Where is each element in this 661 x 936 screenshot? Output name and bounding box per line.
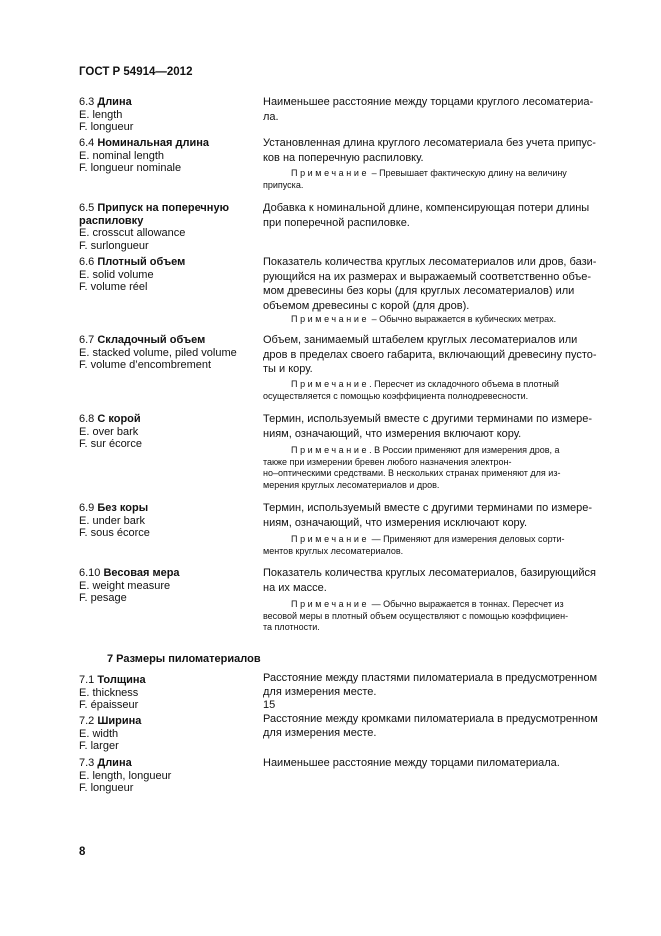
term-7-2: 7.2 Ширина E. width F. larger <box>79 715 142 752</box>
term-6-7: 6.7 Складочный объем E. stacked volume, piled volume F. volume d’encombrement <box>79 334 237 371</box>
definition-7-3: Наименьшее расстояние между торцами пиломатериала. <box>263 757 560 769</box>
definition-6-9: Термин, используемый вместе с другими терминами по измере- ниям, означающий, что измерения исключают кору. <box>263 502 593 529</box>
definition-6-8: Термин, используемый вместе с другими терминами по измере- ниям, означающий, что измерения включают кору. <box>263 413 593 440</box>
term-6-4: 6.4 Номинальная длина E. nominal length F. longueur nominale <box>79 137 210 174</box>
note-6-4: Примечание – Превышает фактическую длину на величину припуска. <box>263 168 567 190</box>
definition-6-10: Показатель количества круглых лесоматериалов, базирующийся на их массе. <box>263 567 596 594</box>
definition-7-2: Расстояние между кромками пиломатериала в предусмотренном для измерения месте. <box>263 713 598 739</box>
definition-6-6: Показатель количества круглых лесоматериалов или дров, бази- рующийся на их размерах и выражаемый соответственно объе- мом древесины без коры (для круглых лесоматериалов) или объемом древесины с корой (для дров). <box>263 256 597 312</box>
term-6-10: 6.10 Весовая мера E. weight measure F. pesage <box>79 567 180 604</box>
term-6-5: 6.5 Припуск на поперечную распиловку E. crosscut allowance F. surlongueur <box>79 202 229 252</box>
definition-6-5: Добавка к номинальной длине, компенсирующая потери длины при поперечной распиловке. <box>263 202 590 229</box>
definition-6-7: Объем, занимаемый штабелем круглых лесоматериалов или дров в пределах своего габарита, включающий древесину пусто- ты и кору. <box>263 334 597 375</box>
note-6-9: Примечание — Применяют для измерения деловых сорти- ментов круглых лесоматериалов. <box>263 534 565 556</box>
document-header: ГОСТ Р 54914—2012 <box>79 66 193 78</box>
note-6-6: Примечание – Обычно выражается в кубических метрах. <box>291 314 557 324</box>
definition-7-1: Расстояние между пластями пиломатериала в предусмотренном для измерения месте. 15 <box>263 672 598 711</box>
term-6-3: 6.3 Длина E. length F. longueur <box>79 96 134 133</box>
note-6-8: Примечание. В России применяют для измерения дров, а также при измерении бревен любого назначения электрон- но–оптическими средствами. В нескольких странах применяют для из- мерения круглых лесоматериалов и дров. <box>263 445 561 490</box>
note-6-7: Примечание. Пересчет из складочного объема в плотный осуществляется с помощью коэффициента полнодревесности. <box>263 379 559 401</box>
section-title: 7 Размеры пиломатериалов <box>107 653 261 665</box>
page-number: 8 <box>79 846 86 858</box>
term-6-9: 6.9 Без коры E. under bark F. sous écorce <box>79 502 150 539</box>
definition-6-3: Наименьшее расстояние между торцами круглого лесоматериа- ла. <box>263 96 594 123</box>
term-6-6: 6.6 Плотный объем E. solid volume F. volume réel <box>79 256 186 293</box>
definition-6-4: Установленная длина круглого лесоматериала без учета припус- ков на поперечную распиловку. <box>263 137 596 164</box>
term-6-8: 6.8 С корой E. over bark F. sur écorce <box>79 413 142 450</box>
term-7-1: 7.1 Толщина E. thickness F. épaisseur <box>79 674 146 711</box>
term-7-3: 7.3 Длина E. length, longueur F. longueur <box>79 757 172 794</box>
note-6-10: Примечание — Обычно выражается в тоннах. Пересчет из весовой меры в плотный объем осуществляют с помощью коэффициен- та плотности. <box>263 599 569 632</box>
